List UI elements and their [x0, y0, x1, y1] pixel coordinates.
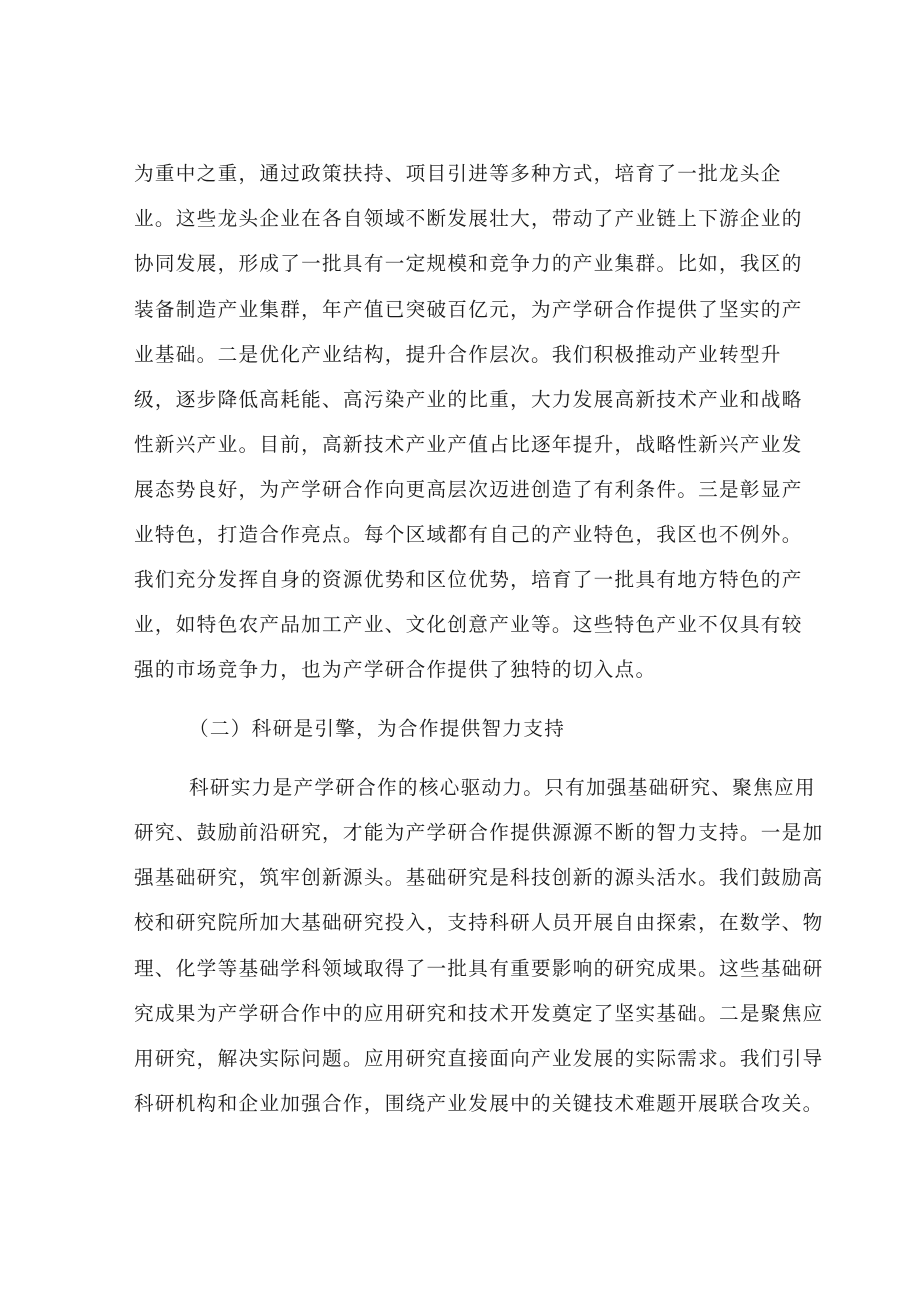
text-line: 业特色，打造合作亮点。每个区域都有自己的产业特色，我区也不例外。: [134, 523, 803, 546]
text-line: 装备制造产业集群，年产值已突破百亿元，为产学研合作提供了坚实的产: [134, 298, 803, 321]
text-line: 级，逐步降低高耗能、高污染产业的比重，大力发展高新技术产业和战略: [134, 388, 803, 411]
text-line: 业。这些龙头企业在各自领域不断发展壮大，带动了产业链上下游企业的: [134, 207, 803, 230]
text-line: 理、化学等基础学科领域取得了一批具有重要影响的研究成果。这些基础研: [134, 957, 824, 980]
text-line: 性新兴产业。目前，高新技术产业产值占比逐年提升，战略性新兴产业发: [134, 433, 803, 456]
text-line: 研究、鼓励前沿研究，才能为产学研合作提供源源不断的智力支持。一是加: [134, 821, 824, 844]
section-heading: （二）科研是引擎，为合作提供智力支持: [189, 717, 566, 740]
text-line: 科研机构和企业加强合作，围绕产业发展中的关键技术难题开展联合攻关。: [134, 1092, 824, 1115]
text-line: 科研实力是产学研合作的核心驱动力。只有加强基础研究、聚焦应用: [189, 776, 816, 799]
text-line: 究成果为产学研合作中的应用研究和技术开发奠定了坚实基础。二是聚焦应: [134, 1002, 824, 1025]
text-line: 业，如特色农产品加工产业、文化创意产业等。这些特色产业不仅具有较: [134, 613, 803, 636]
text-line: 我们充分发挥自身的资源优势和区位优势，培育了一批具有地方特色的产: [134, 568, 803, 591]
text-line: 业基础。二是优化产业结构，提升合作层次。我们积极推动产业转型升: [134, 343, 782, 366]
text-line: 强基础研究，筑牢创新源头。基础研究是科技创新的源头活水。我们鼓励高: [134, 866, 824, 889]
text-line: 展态势良好，为产学研合作向更高层次迈进创造了有利条件。三是彰显产: [134, 478, 803, 501]
text-line: 强的市场竞争力，也为产学研合作提供了独特的切入点。: [134, 658, 657, 681]
text-line: 为重中之重，通过政策扶持、项目引进等多种方式，培育了一批龙头企: [134, 162, 782, 185]
text-line: 校和研究院所加大基础研究投入，支持科研人员开展自由探索，在数学、物: [134, 911, 824, 934]
text-line: 协同发展，形成了一批具有一定规模和竞争力的产业集群。比如，我区的: [134, 252, 803, 275]
text-line: 用研究，解决实际问题。应用研究直接面向产业发展的实际需求。我们引导: [134, 1047, 824, 1070]
